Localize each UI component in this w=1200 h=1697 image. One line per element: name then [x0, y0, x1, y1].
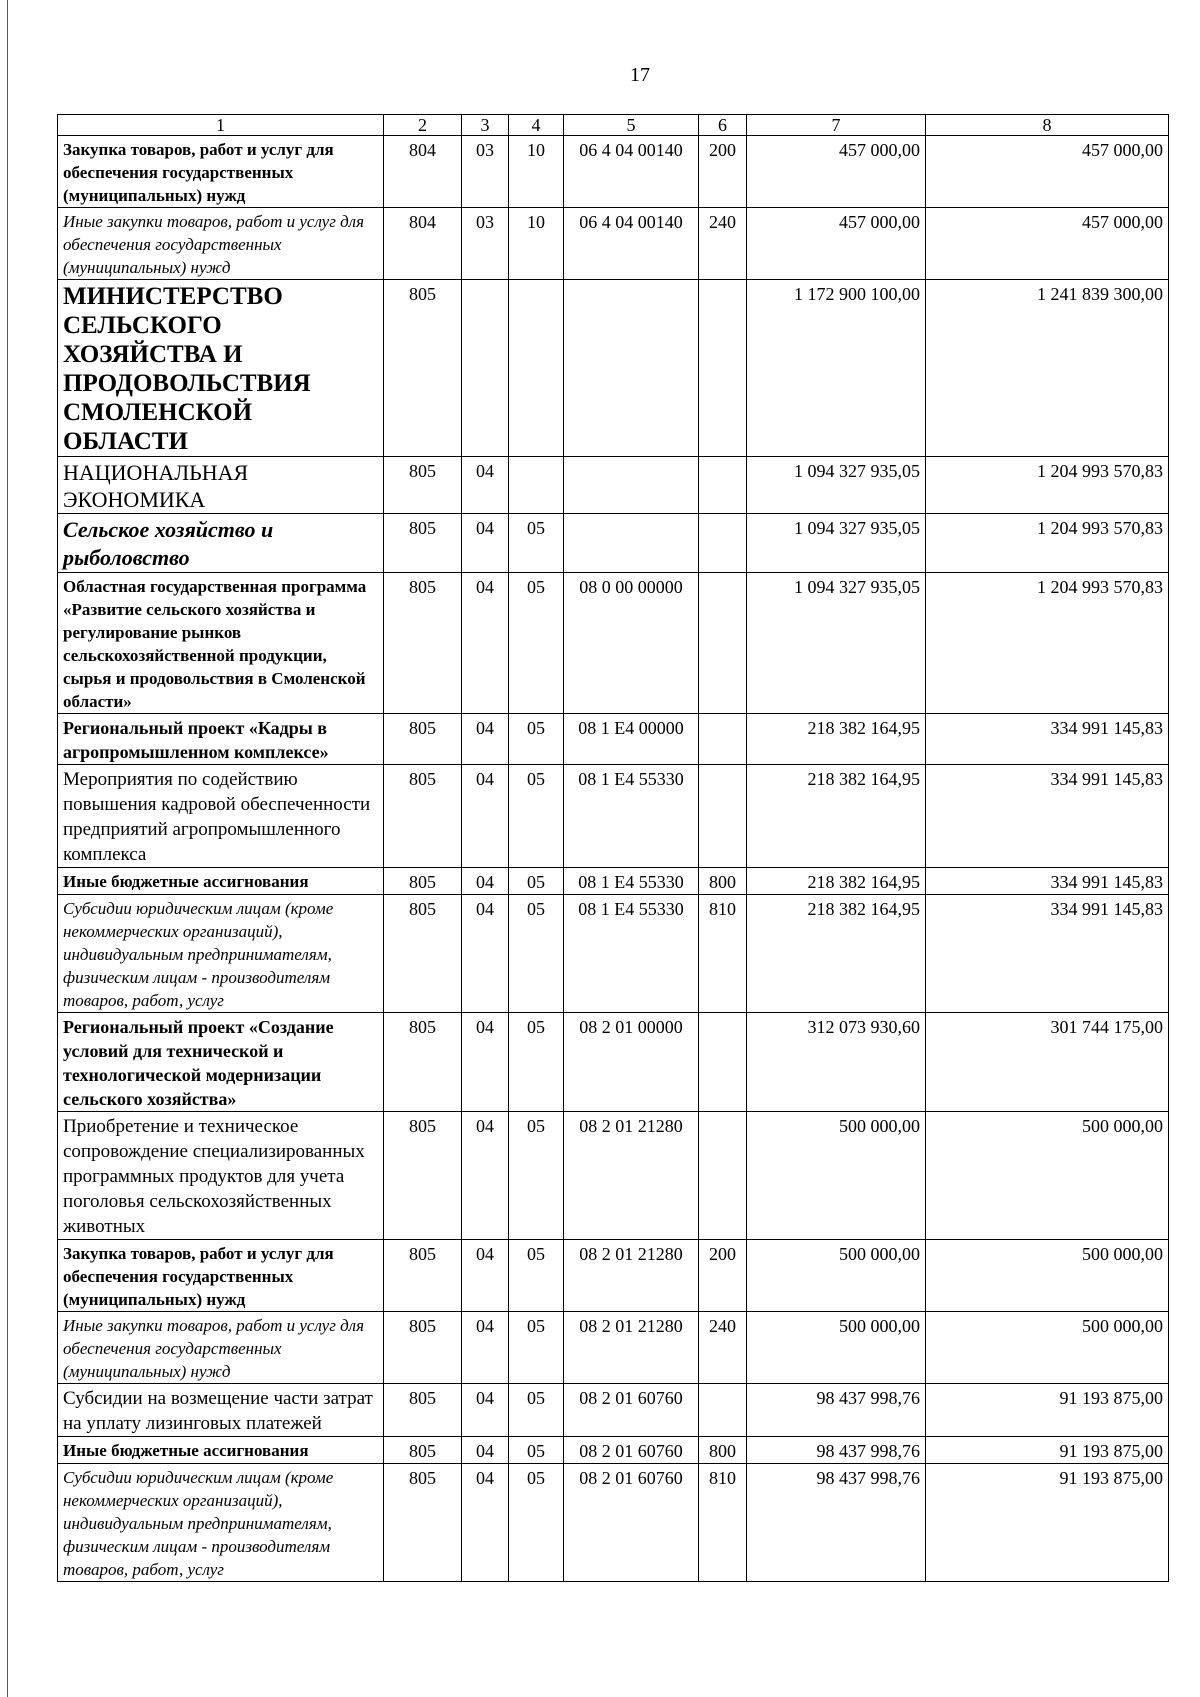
expense-type-cell [699, 573, 747, 714]
expense-type-cell: 240 [699, 208, 747, 280]
grbs-code-cell: 805 [384, 1437, 462, 1464]
amount-year-1-cell: 457 000,00 [747, 208, 926, 280]
amount-year-1-cell: 98 437 998,76 [747, 1437, 926, 1464]
amount-year-2-cell: 91 193 875,00 [926, 1464, 1169, 1582]
column-number-4: 4 [509, 115, 564, 136]
row-name-cell: НАЦИОНАЛЬНАЯ ЭКОНОМИКА [58, 457, 384, 514]
subsection-code-cell: 05 [509, 895, 564, 1013]
column-number-5: 5 [564, 115, 699, 136]
row-name-cell: Региональный проект «Создание условий для технической и технологической модернизации сельского хозяйства» [58, 1013, 384, 1112]
table-row [58, 1240, 1169, 1312]
column-number-2: 2 [384, 115, 462, 136]
amount-year-1-cell: 98 437 998,76 [747, 1464, 926, 1582]
subsection-code-cell: 05 [509, 1112, 564, 1240]
section-code-cell: 04 [462, 1013, 509, 1112]
subsection-code-cell [509, 280, 564, 457]
grbs-code-cell: 805 [384, 573, 462, 714]
target-article-cell [564, 280, 699, 457]
target-article-cell [564, 457, 699, 514]
subsection-code-cell: 05 [509, 1437, 564, 1464]
expense-type-cell [699, 765, 747, 868]
row-name-cell: Региональный проект «Кадры в агропромышленном комплексе» [58, 714, 384, 765]
expense-type-cell [699, 1013, 747, 1112]
section-code-cell: 03 [462, 136, 509, 208]
expense-type-cell: 810 [699, 1464, 747, 1582]
row-name-cell: Мероприятия по содействию повышения кадровой обеспеченности предприятий агропромышленного комплекса [58, 765, 384, 868]
subsection-code-cell: 05 [509, 1384, 564, 1437]
subsection-code-cell: 10 [509, 136, 564, 208]
row-name-cell: Закупка товаров, работ и услуг для обеспечения государственных (муниципальных) нужд [58, 1240, 384, 1312]
row-name-cell: МИНИСТЕРСТВО СЕЛЬСКОГО ХОЗЯЙСТВА И ПРОДОВОЛЬСТВИЯ СМОЛЕНСКОЙ ОБЛАСТИ [58, 280, 384, 457]
table-row [58, 895, 1169, 1013]
table-row [58, 765, 1169, 868]
amount-year-2-cell: 301 744 175,00 [926, 1013, 1169, 1112]
amount-year-1-cell: 218 382 164,95 [747, 895, 926, 1013]
expense-type-cell [699, 714, 747, 765]
budget-table-body [58, 115, 1169, 1582]
grbs-code-cell: 804 [384, 136, 462, 208]
target-article-cell: 08 2 01 60760 [564, 1437, 699, 1464]
row-name-cell: Субсидии на возмещение части затрат на уплату лизинговых платежей [58, 1384, 384, 1437]
amount-year-2-cell: 500 000,00 [926, 1112, 1169, 1240]
section-code-cell: 04 [462, 1240, 509, 1312]
amount-year-1-cell: 500 000,00 [747, 1240, 926, 1312]
section-code-cell: 04 [462, 714, 509, 765]
amount-year-2-cell: 457 000,00 [926, 208, 1169, 280]
row-name-cell: Областная государственная программа «Развитие сельского хозяйства и регулирование рынков сельскохозяйственной продукции, сырья и продовольствия в Смоленской области» [58, 573, 384, 714]
grbs-code-cell: 805 [384, 1013, 462, 1112]
column-number-6: 6 [699, 115, 747, 136]
target-article-cell: 08 2 01 60760 [564, 1384, 699, 1437]
amount-year-2-cell: 334 991 145,83 [926, 765, 1169, 868]
subsection-code-cell: 05 [509, 1464, 564, 1582]
amount-year-2-cell: 334 991 145,83 [926, 714, 1169, 765]
subsection-code-cell: 05 [509, 765, 564, 868]
table-row [58, 457, 1169, 514]
target-article-cell: 06 4 04 00140 [564, 136, 699, 208]
section-code-cell: 04 [462, 1312, 509, 1384]
amount-year-2-cell: 1 204 993 570,83 [926, 573, 1169, 714]
budget-table [57, 114, 1169, 1582]
table-row [58, 514, 1169, 573]
row-name-cell: Иные бюджетные ассигнования [58, 868, 384, 895]
table-row [58, 208, 1169, 280]
expense-type-cell [699, 280, 747, 457]
target-article-cell: 08 1 Е4 55330 [564, 868, 699, 895]
grbs-code-cell: 805 [384, 1112, 462, 1240]
section-code-cell: 04 [462, 1464, 509, 1582]
grbs-code-cell: 805 [384, 1464, 462, 1582]
subsection-code-cell: 05 [509, 1013, 564, 1112]
amount-year-1-cell: 1 172 900 100,00 [747, 280, 926, 457]
amount-year-1-cell: 1 094 327 935,05 [747, 573, 926, 714]
section-code-cell: 04 [462, 765, 509, 868]
amount-year-1-cell: 457 000,00 [747, 136, 926, 208]
table-row [58, 1312, 1169, 1384]
expense-type-cell: 200 [699, 1240, 747, 1312]
amount-year-1-cell: 1 094 327 935,05 [747, 514, 926, 573]
row-name-cell: Приобретение и техническое сопровождение специализированных программных продуктов для учета поголовья сельскохозяйственных животных [58, 1112, 384, 1240]
row-name-cell: Субсидии юридическим лицам (кроме некоммерческих организаций), индивидуальным предпринимателям, физическим лицам - производителям товаров, работ, услуг [58, 895, 384, 1013]
amount-year-1-cell: 312 073 930,60 [747, 1013, 926, 1112]
row-name-cell: Закупка товаров, работ и услуг для обеспечения государственных (муниципальных) нужд [58, 136, 384, 208]
amount-year-1-cell: 218 382 164,95 [747, 765, 926, 868]
amount-year-2-cell: 500 000,00 [926, 1240, 1169, 1312]
target-article-cell: 08 1 Е4 55330 [564, 895, 699, 1013]
target-article-cell: 08 1 Е4 55330 [564, 765, 699, 868]
table-row [58, 1112, 1169, 1240]
amount-year-2-cell: 1 241 839 300,00 [926, 280, 1169, 457]
expense-type-cell [699, 1112, 747, 1240]
amount-year-1-cell: 98 437 998,76 [747, 1384, 926, 1437]
expense-type-cell: 810 [699, 895, 747, 1013]
amount-year-2-cell: 334 991 145,83 [926, 895, 1169, 1013]
section-code-cell: 03 [462, 208, 509, 280]
table-row [58, 136, 1169, 208]
grbs-code-cell: 804 [384, 208, 462, 280]
amount-year-2-cell: 1 204 993 570,83 [926, 457, 1169, 514]
target-article-cell: 06 4 04 00140 [564, 208, 699, 280]
amount-year-2-cell: 91 193 875,00 [926, 1384, 1169, 1437]
subsection-code-cell [509, 457, 564, 514]
column-number-1: 1 [58, 115, 384, 136]
expense-type-cell [699, 514, 747, 573]
section-code-cell [462, 280, 509, 457]
expense-type-cell [699, 457, 747, 514]
subsection-code-cell: 05 [509, 868, 564, 895]
row-name-cell: Сельское хозяйство и рыболовство [58, 514, 384, 573]
page-number: 17 [630, 64, 650, 86]
target-article-cell: 08 2 01 21280 [564, 1312, 699, 1384]
grbs-code-cell: 805 [384, 457, 462, 514]
subsection-code-cell: 05 [509, 714, 564, 765]
table-row [58, 868, 1169, 895]
table-row [58, 1384, 1169, 1437]
grbs-code-cell: 805 [384, 1384, 462, 1437]
section-code-cell: 04 [462, 514, 509, 573]
section-code-cell: 04 [462, 1384, 509, 1437]
amount-year-1-cell: 1 094 327 935,05 [747, 457, 926, 514]
expense-type-cell: 240 [699, 1312, 747, 1384]
row-name-cell: Иные закупки товаров, работ и услуг для обеспечения государственных (муниципальных) нужд [58, 208, 384, 280]
grbs-code-cell: 805 [384, 765, 462, 868]
amount-year-2-cell: 500 000,00 [926, 1312, 1169, 1384]
amount-year-1-cell: 218 382 164,95 [747, 868, 926, 895]
amount-year-1-cell: 218 382 164,95 [747, 714, 926, 765]
expense-type-cell: 800 [699, 1437, 747, 1464]
page-edge-line [7, 0, 8, 1697]
section-code-cell: 04 [462, 457, 509, 514]
target-article-cell: 08 2 01 21280 [564, 1240, 699, 1312]
grbs-code-cell: 805 [384, 514, 462, 573]
table-row [58, 1437, 1169, 1464]
subsection-code-cell: 10 [509, 208, 564, 280]
column-number-3: 3 [462, 115, 509, 136]
grbs-code-cell: 805 [384, 895, 462, 1013]
target-article-cell: 08 2 01 00000 [564, 1013, 699, 1112]
table-row [58, 280, 1169, 457]
target-article-cell: 08 0 00 00000 [564, 573, 699, 714]
amount-year-1-cell: 500 000,00 [747, 1312, 926, 1384]
row-name-cell: Иные бюджетные ассигнования [58, 1437, 384, 1464]
grbs-code-cell: 805 [384, 714, 462, 765]
subsection-code-cell: 05 [509, 1312, 564, 1384]
section-code-cell: 04 [462, 868, 509, 895]
column-number-7: 7 [747, 115, 926, 136]
amount-year-2-cell: 91 193 875,00 [926, 1437, 1169, 1464]
grbs-code-cell: 805 [384, 868, 462, 895]
table-row [58, 1013, 1169, 1112]
amount-year-2-cell: 1 204 993 570,83 [926, 514, 1169, 573]
target-article-cell: 08 1 Е4 00000 [564, 714, 699, 765]
subsection-code-cell: 05 [509, 514, 564, 573]
column-number-8: 8 [926, 115, 1169, 136]
section-code-cell: 04 [462, 1437, 509, 1464]
table-row [58, 573, 1169, 714]
expense-type-cell: 800 [699, 868, 747, 895]
grbs-code-cell: 805 [384, 280, 462, 457]
section-code-cell: 04 [462, 895, 509, 1013]
expense-type-cell: 200 [699, 136, 747, 208]
amount-year-2-cell: 334 991 145,83 [926, 868, 1169, 895]
table-row [58, 714, 1169, 765]
section-code-cell: 04 [462, 573, 509, 714]
section-code-cell: 04 [462, 1112, 509, 1240]
row-name-cell: Субсидии юридическим лицам (кроме некоммерческих организаций), индивидуальным предпринимателям, физическим лицам - производителям товаров, работ, услуг [58, 1464, 384, 1582]
table-header-row [58, 115, 1169, 136]
amount-year-1-cell: 500 000,00 [747, 1112, 926, 1240]
target-article-cell: 08 2 01 21280 [564, 1112, 699, 1240]
target-article-cell [564, 514, 699, 573]
expense-type-cell [699, 1384, 747, 1437]
amount-year-2-cell: 457 000,00 [926, 136, 1169, 208]
grbs-code-cell: 805 [384, 1312, 462, 1384]
table-row [58, 1464, 1169, 1582]
grbs-code-cell: 805 [384, 1240, 462, 1312]
target-article-cell: 08 2 01 60760 [564, 1464, 699, 1582]
subsection-code-cell: 05 [509, 573, 564, 714]
subsection-code-cell: 05 [509, 1240, 564, 1312]
row-name-cell: Иные закупки товаров, работ и услуг для обеспечения государственных (муниципальных) нужд [58, 1312, 384, 1384]
